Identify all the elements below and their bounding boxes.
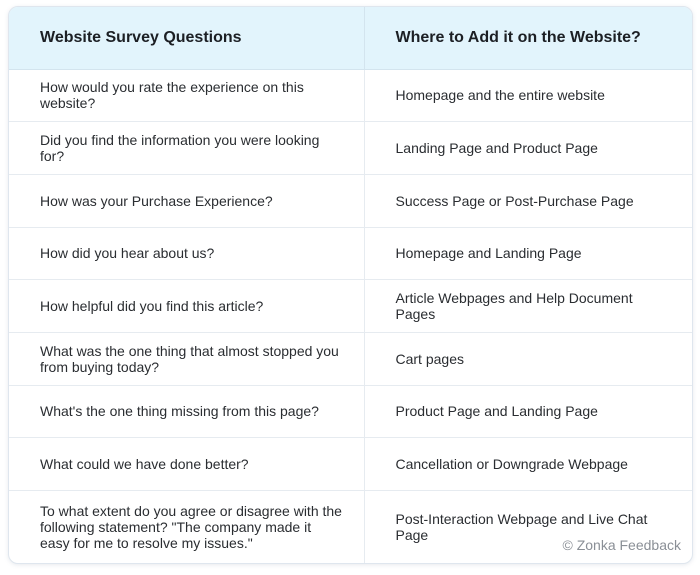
- question-cell: How did you hear about us?: [9, 227, 364, 280]
- column-header-questions: Website Survey Questions: [9, 7, 364, 69]
- question-cell: What could we have done better?: [9, 438, 364, 491]
- question-cell: How helpful did you find this article?: [9, 280, 364, 333]
- question-cell: To what extent do you agree or disagree with the following statement? "The company made it easy for me to resolve my issues.": [40, 502, 342, 551]
- question-cell: Did you find the information you were looking for?: [9, 122, 364, 175]
- table-row: [9, 385, 692, 438]
- location-cell: Homepage and Landing Page: [364, 227, 692, 280]
- table-row: [9, 69, 692, 122]
- table-row: [9, 332, 692, 385]
- question-cell: What was the one thing that almost stopped you from buying today?: [9, 332, 364, 385]
- location-cell: Landing Page and Product Page: [364, 122, 692, 175]
- table-row: [9, 122, 692, 175]
- question-cell: How would you rate the experience on this website?: [9, 69, 364, 122]
- location-cell: Homepage and the entire website: [364, 69, 692, 122]
- location-cell: Article Webpages and Help Document Pages: [364, 280, 692, 333]
- question-cell: What's the one thing missing from this page?: [9, 385, 364, 438]
- table-row: [9, 227, 692, 280]
- table-row: [9, 174, 692, 227]
- location-cell: Product Page and Landing Page: [364, 385, 692, 438]
- location-cell: Post-Interaction Webpage and Live Chat Page: [364, 491, 692, 563]
- column-header-location: Where to Add it on the Website?: [364, 7, 692, 69]
- watermark-label: © Zonka Feedback: [562, 537, 681, 553]
- survey-table-card: [8, 6, 693, 564]
- survey-questions-table: [9, 7, 692, 563]
- location-cell: Cart pages: [364, 332, 692, 385]
- table-row: [9, 280, 692, 333]
- table-row: [9, 438, 692, 491]
- table-header-row: [9, 7, 692, 69]
- location-cell: Success Page or Post-Purchase Page: [364, 174, 692, 227]
- location-cell: Cancellation or Downgrade Webpage: [364, 438, 692, 491]
- question-cell: How was your Purchase Experience?: [9, 174, 364, 227]
